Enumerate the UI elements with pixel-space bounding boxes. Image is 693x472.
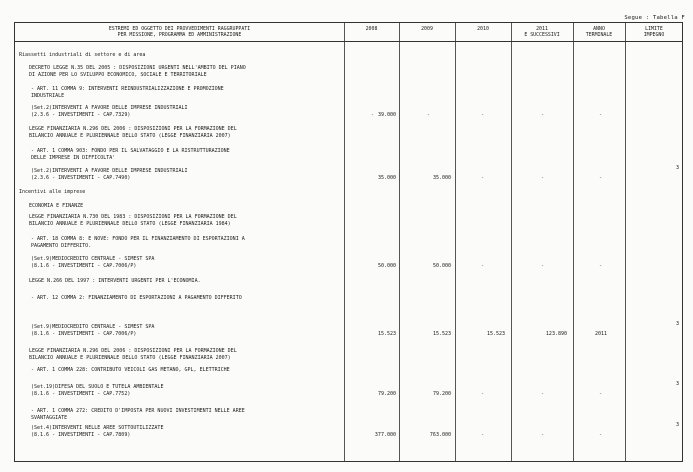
description-line: INDUSTRIALE	[31, 93, 65, 100]
row-description	[15, 295, 345, 302]
description-line: SVANTAGGIATE	[31, 415, 68, 422]
header-desc-line2: PER MISSIONE, PROGRAMMA ED AMMINISTRAZIONE	[117, 32, 242, 39]
description-line: BILANCIO ANNUALE E PLURIENNALE DELLO STATO (LEGGE FINANZIARIA 2007)	[29, 133, 231, 140]
header-limit	[625, 26, 683, 39]
row-description	[15, 214, 345, 229]
empty-cell-dash: -	[599, 432, 603, 439]
col-divider	[511, 23, 512, 461]
header-term-line2: TERMINALE	[585, 32, 613, 39]
row-description	[15, 384, 345, 399]
description-line: - ART. 12 COMMA 2: FINANZIAMENTO DI ESPORTAZIONI A PAGAMENTO DIFFERITO	[31, 295, 242, 301]
description-line: (8.1.6 - INVESTIMENTI - CAP.7006/P)	[31, 263, 137, 270]
row-description	[15, 148, 345, 163]
value-2009: 79.200	[432, 391, 451, 398]
empty-cell-dash: -	[481, 263, 485, 270]
description-line: Incentivi alle imprese	[19, 189, 86, 195]
value-2008: 35.000	[377, 175, 396, 182]
header-2011-line1: 2011	[536, 26, 548, 32]
row-description	[15, 256, 345, 271]
value-2011: 123.890	[545, 331, 567, 338]
description-line: (Set.9)MEDIOCREDITO CENTRALE - SIMEST SPA	[31, 324, 155, 330]
value-2008: 79.200	[377, 391, 396, 398]
description-line: BILANCIO ANNUALE E PLURIENNALE DELLO STATO (LEGGE FINANZIARIA 2007)	[29, 355, 231, 362]
value-2009: 35.000	[432, 175, 451, 182]
empty-cell-dash: -	[481, 175, 485, 182]
empty-cell-dash: -	[599, 391, 603, 398]
description-line: (Set.2)INTERVENTI A FAVORE DELLE IMPRESE INDUSTRIALI	[31, 168, 188, 174]
row-description	[15, 203, 345, 210]
row-description	[15, 425, 345, 440]
description-line: LEGGE N.266 DEL 1997 : INTERVENTI URGENTI PER L'ECONOMIA.	[29, 278, 201, 284]
value-2008: 50.000	[377, 263, 396, 270]
row-description	[15, 52, 345, 59]
empty-cell-dash: -	[599, 263, 603, 270]
description-line: DELLE IMPRESE IN DIFFICOLTA'	[31, 155, 116, 162]
value-2008: 15.523	[377, 331, 396, 338]
header-terminal-year	[573, 26, 625, 39]
header-2009: 2009	[421, 26, 433, 32]
description-line: - ART. 18 COMMA 8: E NOVE: FONDO PER IL FINANZIAMENTO DI ESPORTAZIONI A	[31, 236, 245, 242]
row-description	[15, 189, 345, 196]
header-divider	[15, 41, 682, 42]
description-line: (Set.2)INTERVENTI A FAVORE DELLE IMPRESE INDUSTRIALI	[31, 105, 188, 111]
description-line: (8.1.6 - INVESTIMENTI - CAP.7752)	[31, 391, 131, 398]
header-desc-line1: ESTREMI ED OGGETTO DEI PROVVEDIMENTI RAGGRUPPATI	[108, 26, 251, 32]
table-continuation-label: Segue : Tabella F	[624, 15, 685, 21]
empty-cell-dash: -	[599, 175, 603, 182]
row-description	[15, 408, 345, 423]
description-line: Riassetti industriali di settore e di area	[19, 52, 146, 58]
description-line: LEGGE FINANZIARIA N.296 DEL 2006 : DISPOSIZIONI PER LA FORMAZIONE DEL	[29, 126, 237, 132]
description-line: DI AZIONE PER LO SVILUPPO ECONOMICO, SOCIALE E TERRITORIALE	[29, 72, 207, 79]
value-2009: 50.000	[432, 263, 451, 270]
description-line: (8.1.6 - INVESTIMENTI - CAP.7809)	[31, 432, 131, 439]
description-line: - ART. 11 COMMA 9: INTERVENTI REINDUSTRIALIZZAZIONE E PROMOZIONE	[31, 86, 224, 92]
col-divider	[625, 23, 626, 461]
row-description	[15, 86, 345, 101]
empty-cell-dash: -	[481, 432, 485, 439]
header-limit-line2: IMPEGNO	[643, 32, 665, 39]
description-line: (Set.9)MEDIOCREDITO CENTRALE - SIMEST SPA	[31, 256, 155, 262]
empty-cell-dash: -	[427, 112, 431, 119]
limit-value: 3	[675, 381, 679, 388]
value-2009: 15.523	[432, 331, 451, 338]
row-description	[15, 367, 345, 374]
value-2008: 39.000	[377, 112, 396, 119]
empty-cell-dash: -	[481, 112, 485, 119]
description-line: (Set.19)DIFESA DEL SUOLO E TUTELA AMBIENTALE	[31, 384, 164, 390]
description-line: (2.3.6 - INVESTIMENTI - CAP.7490)	[31, 175, 131, 182]
col-divider	[573, 23, 574, 461]
empty-cell-dash: -	[541, 263, 545, 270]
row-description	[15, 278, 345, 285]
description-line: (8.1.6 - INVESTIMENTI - CAP.7006/P)	[31, 331, 137, 338]
limit-value: 3	[675, 422, 679, 429]
value-2008: 377.000	[374, 432, 396, 439]
value-2009: 763.000	[429, 432, 451, 439]
row-description	[15, 168, 345, 183]
appropriation-table	[14, 22, 683, 462]
empty-cell-dash: -	[481, 391, 485, 398]
description-line: PAGAMENTO DIFFERITO.	[31, 243, 92, 250]
description-line: LEGGE FINANZIARIA N.730 DEL 1983 : DISPOSIZIONI PER LA FORMAZIONE DEL	[29, 214, 237, 220]
empty-cell-dash: -	[541, 112, 545, 119]
limit-value: 3	[675, 165, 679, 172]
header-2010: 2010	[477, 26, 489, 32]
row-description	[15, 324, 345, 339]
description-line: - ART. 1 COMMA 272: CREDITO D'IMPOSTA PER NUOVI INVESTIMENTI NELLE AREE	[31, 408, 245, 414]
row-description	[15, 236, 345, 251]
description-line: DECRETO LEGGE N.35 DEL 2005 : DISPOSIZIONI URGENTI NELL'AMBITO DEL PIANO	[29, 65, 246, 71]
header-2011-line2: E SUCCESSIVI	[524, 32, 560, 39]
empty-cell-dash: -	[541, 432, 545, 439]
description-line: - ART. 1 COMMA 228: CONTRIBUTO VEICOLI GAS METANO, GPL, ELETTRICHE	[31, 367, 230, 373]
col-divider	[399, 23, 400, 461]
header-description	[15, 26, 344, 39]
header-2008: 2008	[365, 26, 378, 32]
header-2011	[511, 26, 573, 39]
col-divider	[455, 23, 456, 461]
description-line: (2.3.6 - INVESTIMENTI - CAP.7329)	[31, 112, 131, 119]
row-description	[15, 105, 345, 120]
description-line: (Set.4)INTERVENTI NELLE AREE SOTTOUTILIZZATE	[31, 425, 164, 431]
description-line: LEGGE FINANZIARIA N.296 DEL 2006 : DISPOSIZIONI PER LA FORMAZIONE DEL	[29, 348, 237, 354]
row-description	[15, 65, 345, 80]
description-line: ECONOMIA E FINANZE	[29, 203, 84, 209]
empty-cell-dash: -	[541, 175, 545, 182]
empty-cell-dash: -	[541, 391, 545, 398]
row-description	[15, 126, 345, 141]
terminal-year: 2011	[594, 331, 608, 338]
header-limit-line1: LIMITE	[645, 26, 663, 32]
header-term-line1: ANNO	[593, 26, 605, 32]
description-line: - ART. 1 COMMA 903: FONDO PER IL SALVATAGGIO E LA RISTRUTTURAZIONE	[31, 148, 230, 154]
empty-cell-dash: -	[371, 112, 375, 119]
row-description	[15, 348, 345, 363]
limit-value: 3	[675, 321, 679, 328]
empty-cell-dash: -	[599, 112, 603, 119]
description-line: BILANCIO ANNUALE E PLURIENNALE DELLO STATO (LEGGE FINANZIARIA 1984)	[29, 221, 231, 228]
value-2010: 15.523	[486, 331, 505, 338]
